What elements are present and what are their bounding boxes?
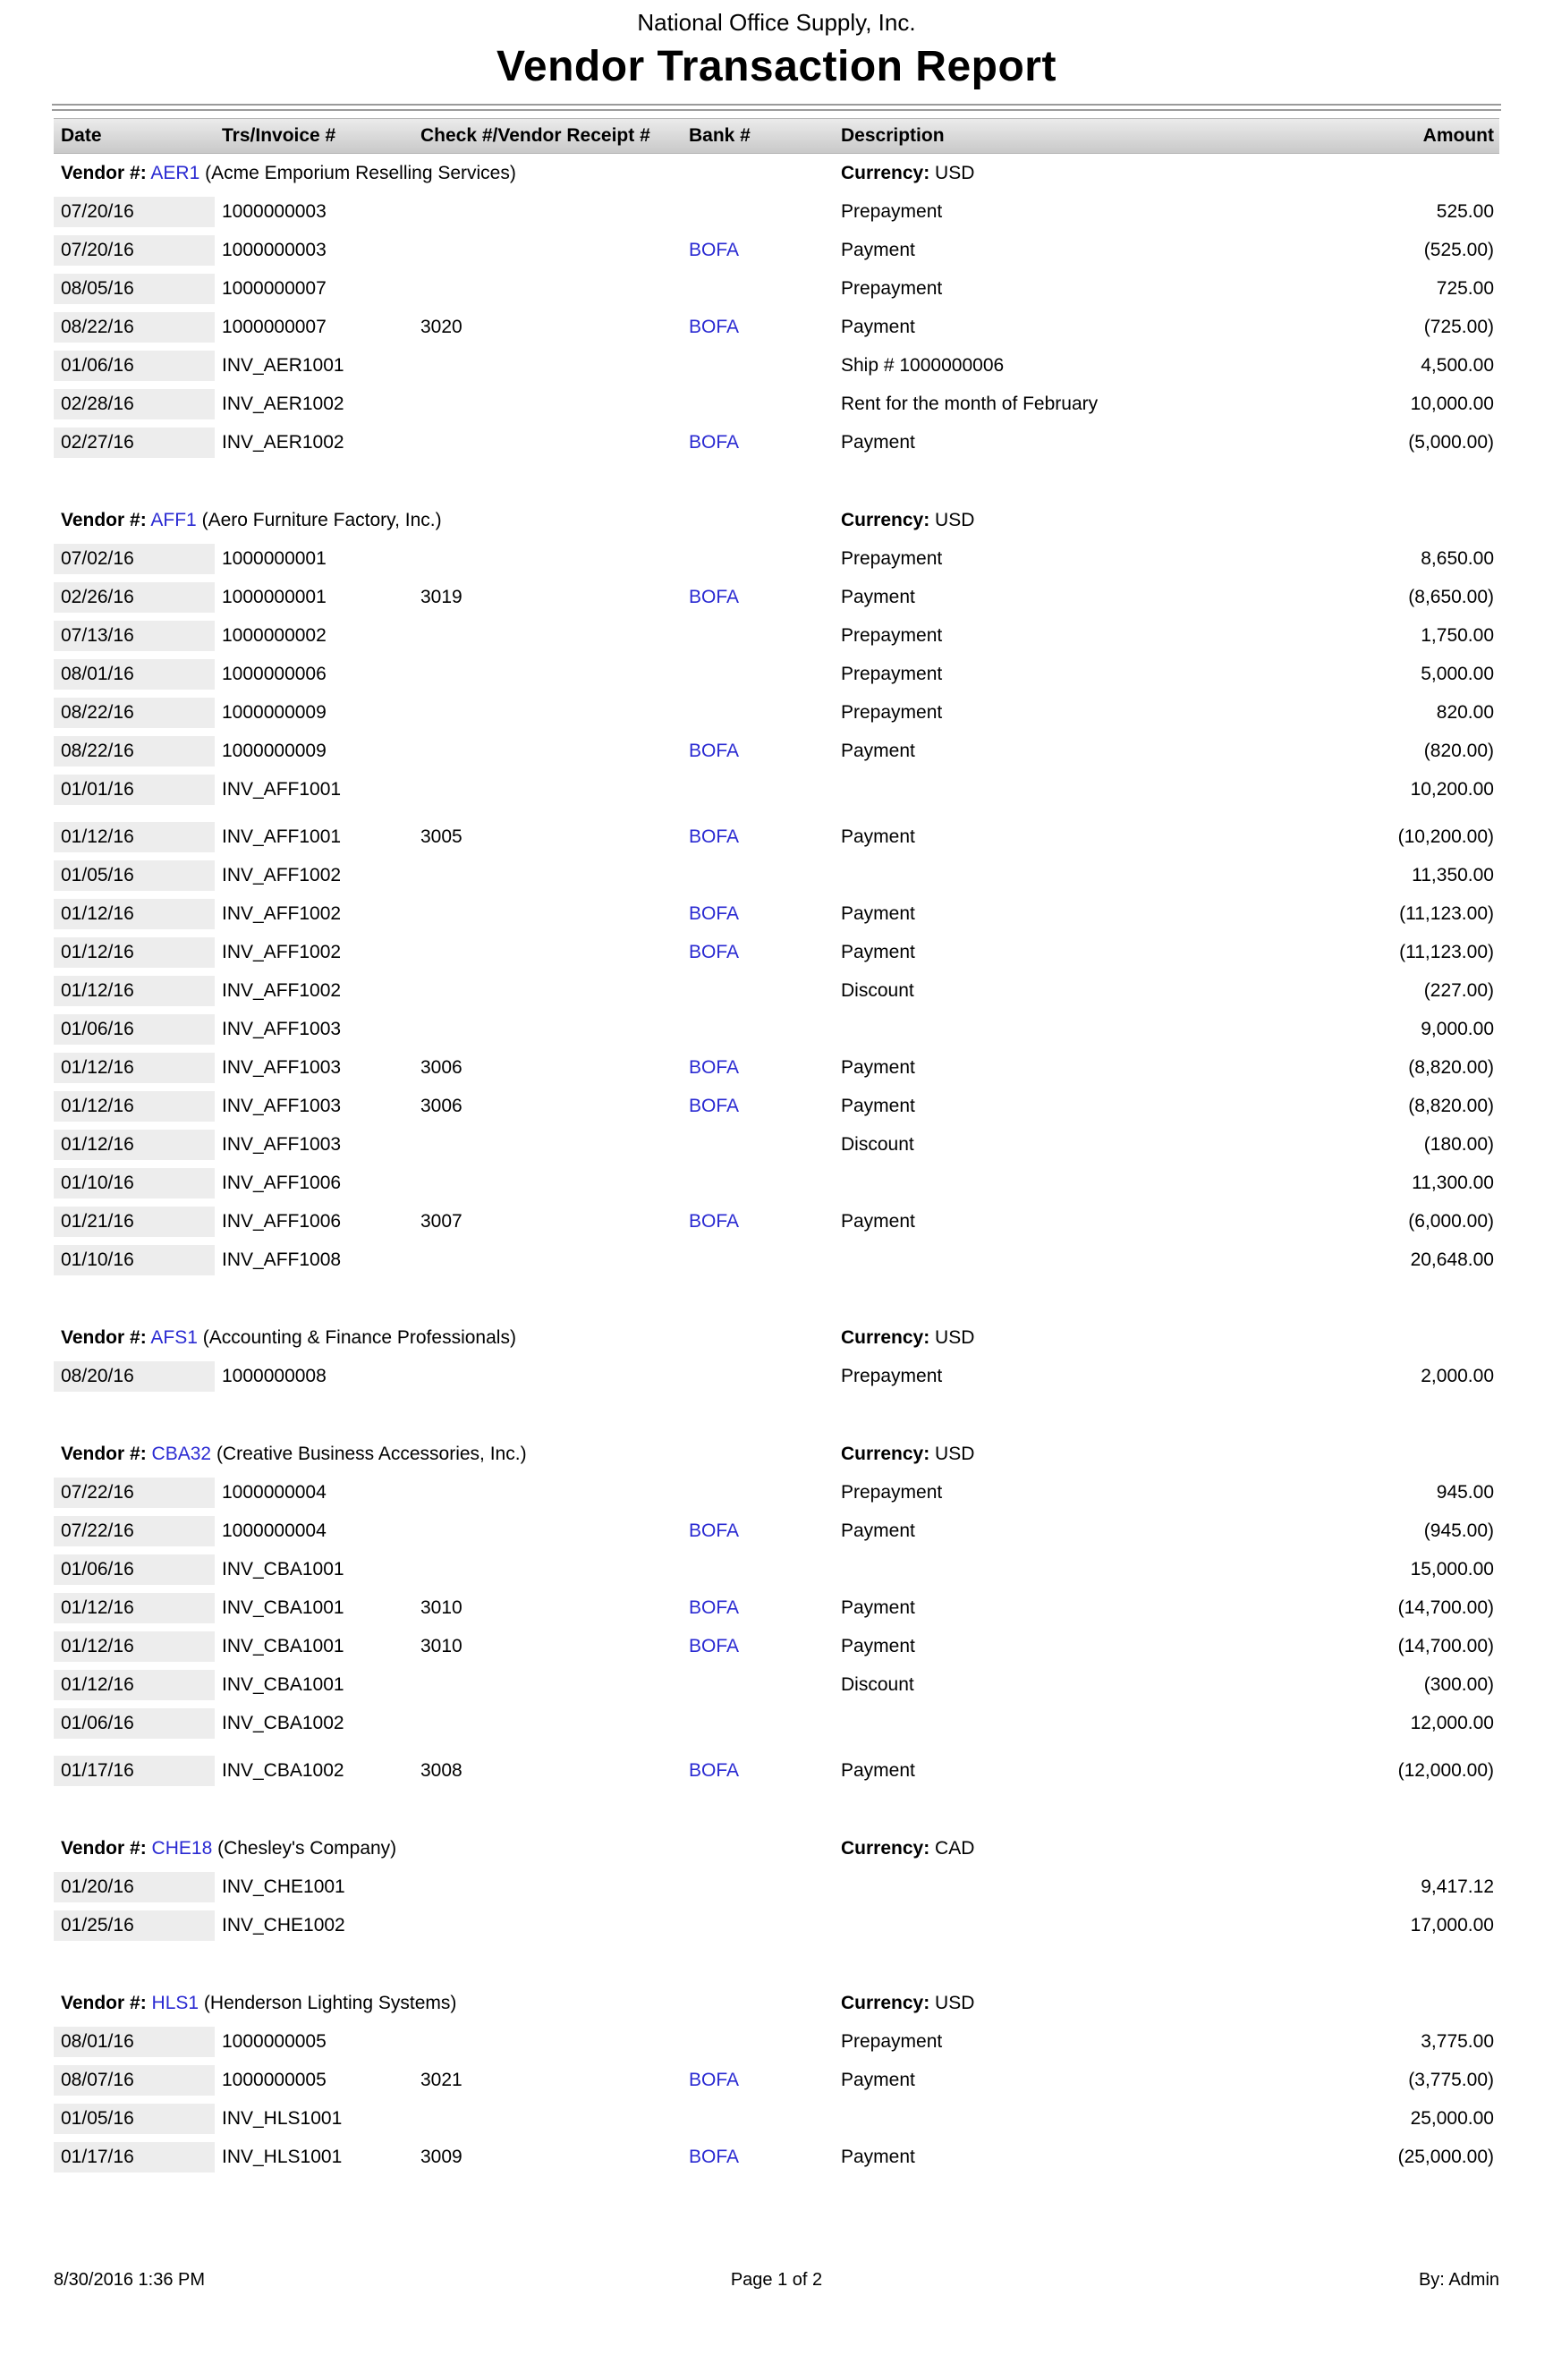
table-row [54, 693, 1499, 732]
cell-description: Payment [841, 1597, 915, 1618]
cell-amount: (227.00) [1423, 979, 1494, 1001]
vendor-info [54, 1444, 834, 1465]
table-row [54, 856, 1499, 894]
cell-date: 01/12/16 [54, 976, 215, 1006]
vendor-header-row [54, 1435, 1499, 1473]
cell-amount: 25,000.00 [1410, 2107, 1494, 2129]
table-row [54, 1202, 1499, 1241]
vendor-rows [54, 539, 1499, 1279]
cell-description: Payment [841, 1056, 915, 1078]
table-row [54, 1473, 1499, 1512]
cell-invoice: 1000000004 [222, 1520, 327, 1541]
cell-description: Prepayment [841, 277, 943, 299]
cell-amount: 12,000.00 [1410, 1712, 1494, 1733]
cell-bank-link[interactable]: BOFA [689, 239, 740, 260]
company-name: National Office Supply, Inc. [637, 9, 916, 36]
vendor-label: Vendor #: [61, 1992, 147, 2013]
cell-check-number: 3006 [420, 1056, 463, 1078]
cell-amount: 11,300.00 [1412, 1172, 1494, 1193]
vendor-label: Vendor #: [61, 1326, 147, 1348]
cell-amount: (725.00) [1423, 316, 1494, 337]
table-row [54, 346, 1499, 385]
cell-invoice: 1000000003 [222, 200, 327, 222]
cell-amount: 1,750.00 [1421, 624, 1494, 646]
vendor-group [54, 1984, 1499, 2176]
currency-label: Currency: [841, 1326, 930, 1348]
cell-amount: 9,417.12 [1421, 1876, 1494, 1897]
cell-amount: 10,200.00 [1410, 778, 1494, 800]
cell-bank-link[interactable]: BOFA [689, 586, 740, 607]
cell-amount: (8,820.00) [1408, 1056, 1494, 1078]
currency-value: CAD [935, 1837, 975, 1859]
cell-amount: (6,000.00) [1408, 1210, 1494, 1232]
cell-amount: 4,500.00 [1421, 354, 1494, 376]
table-row [54, 1048, 1499, 1087]
cell-date: 01/10/16 [54, 1245, 215, 1275]
cell-amount: 820.00 [1436, 701, 1494, 723]
cell-amount: 17,000.00 [1410, 1914, 1494, 1935]
cell-amount: (8,650.00) [1408, 586, 1494, 607]
currency-value: USD [935, 1326, 975, 1348]
cell-bank-link[interactable]: BOFA [689, 1095, 740, 1116]
vendor-currency [834, 510, 1245, 531]
cell-check-number: 3009 [420, 2146, 463, 2167]
table-row [54, 732, 1499, 770]
table-row [54, 2138, 1499, 2176]
cell-date: 01/06/16 [54, 1014, 215, 1045]
cell-description: Payment [841, 1210, 915, 1232]
cell-amount: 10,000.00 [1410, 393, 1494, 414]
cell-date: 07/20/16 [54, 197, 215, 227]
vendor-rows [54, 1357, 1499, 1395]
cell-date: 02/27/16 [54, 428, 215, 458]
cell-invoice: INV_AFF1001 [222, 778, 342, 800]
cell-date: 08/20/16 [54, 1361, 215, 1392]
cell-amount: (525.00) [1423, 239, 1494, 260]
vendor-name: (Acme Emporium Reselling Services) [205, 162, 516, 183]
cell-bank-link[interactable]: BOFA [689, 431, 740, 453]
cell-invoice: INV_HLS1001 [222, 2146, 343, 2167]
table-row [54, 1704, 1499, 1742]
cell-check-number: 3007 [420, 1210, 463, 1232]
table-row [54, 578, 1499, 616]
cell-invoice: INV_AFF1002 [222, 979, 342, 1001]
vendor-code-link[interactable]: CBA32 [151, 1443, 212, 1464]
cell-invoice: INV_AFF1006 [222, 1172, 342, 1193]
cell-date: 08/22/16 [54, 736, 215, 767]
currency-label: Currency: [841, 509, 930, 530]
table-row [54, 1241, 1499, 1279]
footer-page-number: Page 1 of 2 [730, 2270, 823, 2290]
cell-bank-link[interactable]: BOFA [689, 1635, 740, 1656]
table-row [54, 1087, 1499, 1125]
cell-invoice: 1000000004 [222, 1481, 327, 1503]
vendor-rows [54, 1868, 1499, 1944]
vendor-label: Vendor #: [61, 509, 147, 530]
vendor-name: (Aero Furniture Factory, Inc.) [201, 509, 442, 530]
table-row [54, 1164, 1499, 1202]
cell-date: 01/12/16 [54, 1130, 215, 1160]
cell-date: 01/17/16 [54, 2142, 215, 2172]
cell-bank-link[interactable]: BOFA [689, 2146, 740, 2167]
table-row [54, 1125, 1499, 1164]
vendor-group [54, 1318, 1499, 1395]
report-title: Vendor Transaction Report [496, 43, 1057, 90]
vendor-currency [834, 1327, 1245, 1349]
cell-description: Payment [841, 431, 915, 453]
cell-invoice: INV_AFF1002 [222, 941, 342, 962]
cell-description: Discount [841, 979, 914, 1001]
cell-invoice: INV_AFF1003 [222, 1095, 342, 1116]
cell-date: 01/05/16 [54, 2104, 215, 2134]
footer-datetime: 8/30/2016 1:36 PM [54, 2270, 206, 2290]
vendor-label: Vendor #: [61, 162, 147, 183]
vendor-rows [54, 192, 1499, 462]
table-row [54, 385, 1499, 423]
cell-description: Payment [841, 1759, 915, 1781]
transaction-table [54, 118, 1499, 2176]
cell-invoice: INV_AFF1008 [222, 1249, 342, 1270]
cell-date: 01/12/16 [54, 1670, 215, 1700]
table-row [54, 192, 1499, 231]
cell-invoice: INV_AFF1003 [222, 1056, 342, 1078]
cell-amount: 20,648.00 [1410, 1249, 1494, 1270]
cell-description: Payment [841, 1635, 915, 1656]
cell-invoice: INV_CBA1002 [222, 1712, 344, 1733]
cell-amount: 5,000.00 [1421, 663, 1494, 684]
table-row [54, 231, 1499, 269]
table-header-row [54, 118, 1499, 154]
cell-date: 01/17/16 [54, 1756, 215, 1786]
currency-value: USD [935, 162, 975, 183]
column-header-bank: Bank # [689, 125, 751, 146]
cell-amount: (8,820.00) [1408, 1095, 1494, 1116]
vendor-info [54, 1838, 834, 1859]
table-row [54, 2022, 1499, 2061]
cell-description: Payment [841, 2069, 915, 2090]
cell-invoice: INV_AER1002 [222, 431, 344, 453]
table-row [54, 1357, 1499, 1395]
table-row [54, 1868, 1499, 1906]
vendor-header-row [54, 1984, 1499, 2022]
vendor-code-link[interactable]: HLS1 [151, 1992, 199, 2013]
cell-invoice: 1000000001 [222, 586, 327, 607]
cell-date: 01/05/16 [54, 860, 215, 891]
cell-amount: (11,123.00) [1399, 941, 1494, 962]
cell-invoice: INV_AFF1003 [222, 1018, 342, 1039]
table-row [54, 1550, 1499, 1588]
cell-check-number: 3019 [420, 586, 463, 607]
cell-invoice: 1000000008 [222, 1365, 327, 1386]
cell-bank-link[interactable]: BOFA [689, 1056, 740, 1078]
cell-invoice: 1000000005 [222, 2069, 327, 2090]
cell-amount: (10,200.00) [1397, 826, 1494, 847]
cell-description: Payment [841, 826, 915, 847]
vendor-info [54, 1993, 834, 2014]
table-row [54, 539, 1499, 578]
cell-check-number: 3006 [420, 1095, 463, 1116]
vendor-currency [834, 1838, 1245, 1859]
cell-amount: (25,000.00) [1397, 2146, 1494, 2167]
vendor-rows [54, 2022, 1499, 2176]
footer-author: By: Admin [1418, 2270, 1500, 2290]
cell-bank-link[interactable]: BOFA [689, 2069, 740, 2090]
cell-amount: (820.00) [1423, 740, 1494, 761]
cell-date: 01/12/16 [54, 1631, 215, 1662]
vendor-label: Vendor #: [61, 1837, 147, 1859]
cell-bank-link[interactable]: BOFA [689, 316, 740, 337]
cell-invoice: 1000000003 [222, 239, 327, 260]
column-header-date: Date [61, 125, 102, 146]
cell-amount: (180.00) [1423, 1133, 1494, 1155]
vendor-group [54, 1829, 1499, 1944]
cell-invoice: INV_AFF1001 [222, 826, 342, 847]
cell-description: Payment [841, 1520, 915, 1541]
cell-invoice: 1000000002 [222, 624, 327, 646]
cell-description: Payment [841, 740, 915, 761]
cell-amount: (300.00) [1423, 1673, 1494, 1695]
vendor-label: Vendor #: [61, 1443, 147, 1464]
cell-bank-link[interactable]: BOFA [689, 740, 740, 761]
table-row [54, 971, 1499, 1010]
cell-amount: (12,000.00) [1397, 1759, 1494, 1781]
cell-invoice: 1000000007 [222, 277, 327, 299]
cell-amount: 2,000.00 [1421, 1365, 1494, 1386]
table-row [54, 2099, 1499, 2138]
cell-date: 08/07/16 [54, 2065, 215, 2096]
vendor-currency [834, 1993, 1245, 2014]
vendor-name: (Chesley's Company) [217, 1837, 397, 1859]
vendor-header-row [54, 1318, 1499, 1357]
cell-invoice: 1000000006 [222, 663, 327, 684]
cell-description: Prepayment [841, 547, 943, 569]
vendor-name: (Creative Business Accessories, Inc.) [216, 1443, 527, 1464]
table-row [54, 1010, 1499, 1048]
currency-value: USD [935, 1992, 975, 2013]
table-row [54, 308, 1499, 346]
cell-date: 01/12/16 [54, 899, 215, 929]
cell-amount: (14,700.00) [1397, 1635, 1494, 1656]
vendor-info [54, 1327, 834, 1349]
table-row [54, 1751, 1499, 1790]
vendor-code-link[interactable]: AFF1 [150, 509, 197, 530]
cell-date: 07/22/16 [54, 1516, 215, 1546]
cell-invoice: INV_AFF1003 [222, 1133, 342, 1155]
cell-invoice: INV_CHE1002 [222, 1914, 345, 1935]
cell-invoice: INV_CBA1001 [222, 1558, 344, 1580]
cell-amount: 9,000.00 [1421, 1018, 1494, 1039]
vendor-header-row [54, 501, 1499, 539]
cell-description: Prepayment [841, 200, 943, 222]
cell-date: 02/26/16 [54, 582, 215, 613]
cell-amount: 3,775.00 [1421, 2030, 1494, 2052]
cell-date: 07/02/16 [54, 544, 215, 574]
cell-date: 01/01/16 [54, 775, 215, 805]
vendor-header-row [54, 1829, 1499, 1868]
cell-date: 08/05/16 [54, 274, 215, 304]
cell-check-number: 3010 [420, 1597, 463, 1618]
vendor-info [54, 163, 834, 184]
cell-description: Discount [841, 1673, 914, 1695]
table-row [54, 1906, 1499, 1944]
cell-invoice: INV_AER1001 [222, 354, 344, 376]
cell-bank-link[interactable]: BOFA [689, 1210, 740, 1232]
cell-bank-link[interactable]: BOFA [689, 1759, 740, 1781]
cell-date: 01/06/16 [54, 351, 215, 381]
cell-check-number: 3005 [420, 826, 463, 847]
table-row [54, 817, 1499, 856]
cell-amount: (3,775.00) [1408, 2069, 1494, 2090]
cell-date: 01/12/16 [54, 937, 215, 968]
cell-date: 01/06/16 [54, 1708, 215, 1739]
cell-bank-link[interactable]: BOFA [689, 941, 740, 962]
cell-bank-link[interactable]: BOFA [689, 1597, 740, 1618]
cell-amount: 11,350.00 [1412, 864, 1494, 885]
table-row [54, 616, 1499, 655]
table-row [54, 269, 1499, 308]
table-body [54, 154, 1499, 2176]
cell-date: 01/12/16 [54, 822, 215, 852]
cell-date: 08/01/16 [54, 659, 215, 690]
cell-date: 01/12/16 [54, 1053, 215, 1083]
title-divider [52, 104, 1501, 111]
cell-invoice: 1000000009 [222, 740, 327, 761]
cell-description: Prepayment [841, 2030, 943, 2052]
cell-date: 08/01/16 [54, 2027, 215, 2057]
cell-invoice: INV_CBA1001 [222, 1673, 344, 1695]
cell-date: 02/28/16 [54, 389, 215, 419]
cell-amount: 725.00 [1436, 277, 1494, 299]
cell-date: 01/10/16 [54, 1168, 215, 1198]
table-row [54, 1512, 1499, 1550]
vendor-code-link[interactable]: AER1 [150, 162, 200, 183]
cell-amount: (945.00) [1423, 1520, 1494, 1541]
cell-date: 01/21/16 [54, 1207, 215, 1237]
cell-date: 08/22/16 [54, 312, 215, 343]
cell-description: Prepayment [841, 624, 943, 646]
vendor-info [54, 510, 834, 531]
cell-description: Prepayment [841, 1365, 943, 1386]
cell-date: 01/20/16 [54, 1872, 215, 1902]
cell-amount: 8,650.00 [1421, 547, 1494, 569]
cell-date: 07/13/16 [54, 621, 215, 651]
vendor-currency [834, 1444, 1245, 1465]
cell-invoice: INV_CHE1001 [222, 1876, 345, 1897]
vendor-header-row [54, 154, 1499, 192]
vendor-name: (Henderson Lighting Systems) [203, 1992, 457, 2013]
cell-invoice: 1000000001 [222, 547, 327, 569]
cell-amount: 525.00 [1436, 200, 1494, 222]
cell-description: Payment [841, 316, 915, 337]
currency-label: Currency: [841, 1443, 930, 1464]
cell-description: Prepayment [841, 701, 943, 723]
cell-invoice: INV_AFF1006 [222, 1210, 342, 1232]
table-row [54, 2061, 1499, 2099]
cell-invoice: 1000000007 [222, 316, 327, 337]
table-row [54, 933, 1499, 971]
cell-invoice: INV_AFF1002 [222, 902, 342, 924]
column-header-amount: Amount [1422, 125, 1494, 146]
currency-label: Currency: [841, 162, 930, 183]
report-footer [54, 2270, 1499, 2291]
cell-check-number: 3010 [420, 1635, 463, 1656]
cell-description: Payment [841, 586, 915, 607]
table-row [54, 655, 1499, 693]
column-header-check: Check #/Vendor Receipt # [420, 125, 650, 146]
cell-description: Discount [841, 1133, 914, 1155]
cell-description: Rent for the month of February [841, 393, 1099, 414]
currency-label: Currency: [841, 1837, 930, 1859]
currency-value: USD [935, 1443, 975, 1464]
cell-bank-link[interactable]: BOFA [689, 902, 740, 924]
table-row [54, 1665, 1499, 1704]
cell-amount: (5,000.00) [1408, 431, 1494, 453]
currency-label: Currency: [841, 1992, 930, 2013]
cell-date: 01/12/16 [54, 1593, 215, 1623]
cell-description: Payment [841, 1095, 915, 1116]
cell-invoice: INV_HLS1001 [222, 2107, 343, 2129]
cell-invoice: 1000000009 [222, 701, 327, 723]
cell-check-number: 3021 [420, 2069, 463, 2090]
cell-bank-link[interactable]: BOFA [689, 826, 740, 847]
cell-invoice: INV_CBA1001 [222, 1635, 344, 1656]
cell-date: 07/22/16 [54, 1478, 215, 1508]
cell-amount: 15,000.00 [1410, 1558, 1494, 1580]
cell-invoice: INV_CBA1001 [222, 1597, 344, 1618]
vendor-rows [54, 1473, 1499, 1790]
cell-amount: (11,123.00) [1399, 902, 1494, 924]
cell-check-number: 3008 [420, 1759, 463, 1781]
cell-amount: (14,700.00) [1397, 1597, 1494, 1618]
vendor-currency [834, 163, 1245, 184]
cell-check-number: 3020 [420, 316, 463, 337]
cell-description: Payment [841, 941, 915, 962]
table-row [54, 770, 1499, 809]
cell-invoice: INV_AFF1002 [222, 864, 342, 885]
cell-date: 01/06/16 [54, 1554, 215, 1585]
cell-description: Payment [841, 2146, 915, 2167]
table-row [54, 423, 1499, 462]
column-header-description: Description [841, 125, 945, 146]
cell-invoice: INV_AER1002 [222, 393, 344, 414]
table-row [54, 1588, 1499, 1627]
cell-date: 08/22/16 [54, 698, 215, 728]
vendor-group [54, 1435, 1499, 1790]
cell-description: Ship # 1000000006 [841, 354, 1005, 376]
vendor-code-link[interactable]: CHE18 [151, 1837, 213, 1859]
cell-description: Payment [841, 239, 915, 260]
column-header-invoice: Trs/Invoice # [222, 125, 336, 146]
cell-date: 01/25/16 [54, 1910, 215, 1941]
vendor-name: (Accounting & Finance Professionals) [202, 1326, 516, 1348]
cell-bank-link[interactable]: BOFA [689, 1520, 740, 1541]
cell-invoice: INV_CBA1002 [222, 1759, 344, 1781]
cell-description: Payment [841, 902, 915, 924]
cell-description: Prepayment [841, 1481, 943, 1503]
cell-date: 07/20/16 [54, 235, 215, 266]
cell-amount: 945.00 [1436, 1481, 1494, 1503]
table-row [54, 894, 1499, 933]
cell-description: Prepayment [841, 663, 943, 684]
vendor-code-link[interactable]: AFS1 [150, 1326, 198, 1348]
vendor-group [54, 154, 1499, 462]
currency-value: USD [935, 509, 975, 530]
cell-date: 01/12/16 [54, 1091, 215, 1122]
vendor-group [54, 501, 1499, 1279]
cell-invoice: 1000000005 [222, 2030, 327, 2052]
table-row [54, 1627, 1499, 1665]
